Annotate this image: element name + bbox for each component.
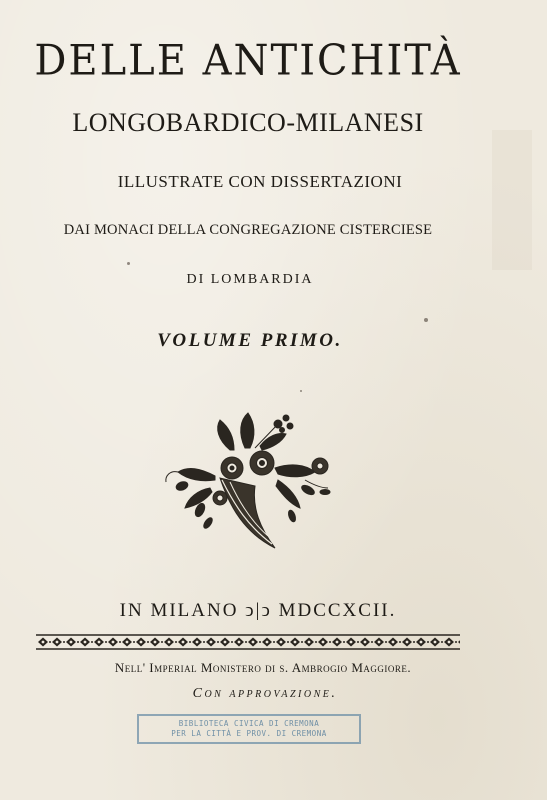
title-line-2: LONGOBARDICO-MILANESI (72, 108, 424, 137)
floral-cornucopia-icon (160, 408, 335, 558)
title-line-1: DELLE ANTICHITÀ (34, 36, 462, 86)
show-through-shadow (492, 130, 532, 270)
stamp-line-1: BIBLIOTECA CIVICA DI CREMONA (178, 719, 320, 728)
ornamental-rule (36, 633, 460, 651)
title-line-5: DI LOMBARDIA (186, 272, 314, 287)
title-line-4: DAI MONACI DELLA CONGREGAZIONE CISTERCIESE (63, 222, 433, 238)
imprint-approval: Con approvazione. (192, 686, 338, 701)
volume-label: VOLUME PRIMO. (157, 330, 343, 351)
stamp-line-2: PER LA CITTÀ E PROV. DI CREMONA (171, 729, 327, 738)
title-line-3: ILLUSTRATE CON DISSERTAZIONI (117, 172, 403, 191)
library-stamp (137, 714, 361, 744)
imprint-place-date: IN MILANO ͻ|ͻ MDCCXCII. (119, 600, 397, 621)
imprint-printer: Nell' Imperial Monistero di s. Ambrogio Maggiore. (114, 660, 412, 675)
